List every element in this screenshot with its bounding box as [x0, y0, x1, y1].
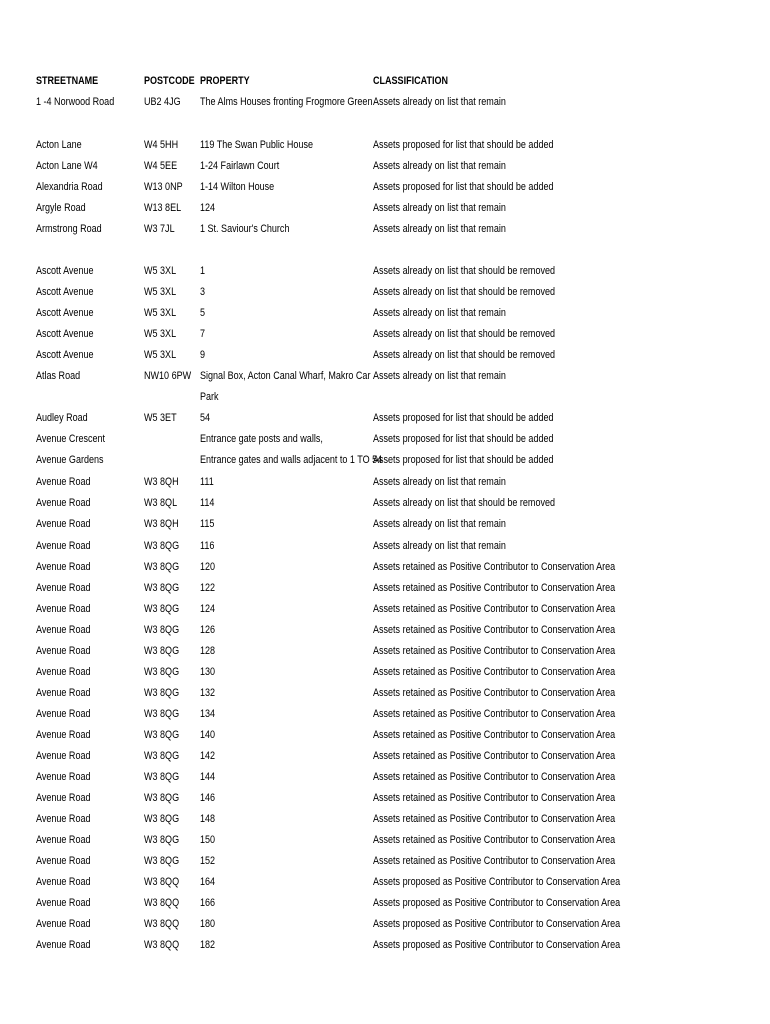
- table-row: [0, 411, 770, 432]
- street-cell: Avenue Road: [36, 540, 91, 552]
- postcode-cell: W3 8QG: [144, 603, 180, 615]
- postcode-cell: W3 8QG: [144, 855, 180, 867]
- property-cell: 54: [200, 412, 211, 424]
- table-row: [0, 602, 770, 623]
- street-cell: Audley Road: [36, 412, 88, 424]
- classification-cell: Assets proposed for list that should be added: [373, 181, 554, 193]
- property-header: PROPERTY: [200, 75, 250, 87]
- postcode-cell: W3 8QG: [144, 771, 180, 783]
- postcode-cell: W3 8QG: [144, 729, 180, 741]
- postcode-header: POSTCODE: [144, 75, 195, 87]
- street-cell: Avenue Road: [36, 876, 91, 888]
- classification-cell: Assets retained as Positive Contributor to Conservation Area: [373, 561, 616, 573]
- property-cell: 1 St. Saviour's Church: [200, 223, 290, 235]
- property-cell: 5: [200, 307, 206, 319]
- classification-cell: Assets proposed for list that should be added: [373, 454, 554, 466]
- table-row: [0, 728, 770, 749]
- postcode-cell: W3 7JL: [144, 223, 175, 235]
- table-row: [0, 285, 770, 306]
- postcode-cell: W5 3XL: [144, 307, 177, 319]
- classification-cell: Assets retained as Positive Contributor to Conservation Area: [373, 624, 616, 636]
- postcode-cell: W13 0NP: [144, 181, 183, 193]
- street-cell: Argyle Road: [36, 202, 86, 214]
- postcode-cell: W3 8QG: [144, 750, 180, 762]
- postcode-cell: NW10 6PW: [144, 370, 192, 382]
- postcode-cell: W3 8QG: [144, 561, 180, 573]
- table-row: [0, 581, 770, 602]
- table-row: [0, 917, 770, 938]
- street-cell: Avenue Road: [36, 729, 91, 741]
- property-cell: 115: [200, 518, 215, 530]
- postcode-cell: W5 3ET: [144, 412, 177, 424]
- postcode-cell: W5 3XL: [144, 328, 177, 340]
- classification-cell: Assets retained as Positive Contributor to Conservation Area: [373, 645, 616, 657]
- table-row: [0, 707, 770, 728]
- postcode-cell: W3 8QG: [144, 666, 180, 678]
- street-cell: Avenue Road: [36, 750, 91, 762]
- table-row: [0, 686, 770, 707]
- street-cell: Avenue Road: [36, 771, 91, 783]
- property-cell: 114: [200, 497, 215, 509]
- property-cell: 119 The Swan Public House: [200, 139, 313, 151]
- classification-cell: Assets retained as Positive Contributor to Conservation Area: [373, 792, 616, 804]
- street-cell: Avenue Road: [36, 918, 91, 930]
- classification-cell: Assets proposed for list that should be added: [373, 433, 554, 445]
- property-cell: 182: [200, 939, 216, 951]
- classification-cell: Assets retained as Positive Contributor to Conservation Area: [373, 855, 616, 867]
- property-cell: 126: [200, 624, 216, 636]
- table-row: [0, 517, 770, 538]
- table-row: [0, 222, 770, 243]
- postcode-cell: W3 8QG: [144, 792, 180, 804]
- postcode-cell: W3 8QQ: [144, 918, 180, 930]
- table-row: [0, 560, 770, 581]
- property-cell: 1: [200, 265, 206, 277]
- classification-cell: Assets retained as Positive Contributor to Conservation Area: [373, 666, 616, 678]
- classification-cell: Assets already on list that should be removed: [373, 349, 556, 361]
- table-row: [0, 432, 770, 453]
- street-cell: Avenue Road: [36, 834, 91, 846]
- street-cell: Ascott Avenue: [36, 307, 94, 319]
- table-row: [0, 159, 770, 180]
- street-cell: Avenue Road: [36, 476, 91, 488]
- postcode-cell: W3 8QG: [144, 540, 180, 552]
- postcode-cell: W3 8QG: [144, 813, 180, 825]
- postcode-cell: W3 8QQ: [144, 897, 180, 909]
- street-cell: Avenue Road: [36, 855, 91, 867]
- postcode-cell: W3 8QG: [144, 708, 180, 720]
- classification-cell: Assets retained as Positive Contributor to Conservation Area: [373, 603, 616, 615]
- street-cell: Avenue Road: [36, 687, 91, 699]
- property-cell: 3: [200, 286, 206, 298]
- street-cell: Atlas Road: [36, 370, 81, 382]
- table-row: [0, 770, 770, 791]
- street-cell: Avenue Road: [36, 582, 91, 594]
- property-cell: 7: [200, 328, 206, 340]
- classification-header: CLASSIFICATION: [373, 75, 449, 87]
- property-cell: 152: [200, 855, 216, 867]
- table-row: [0, 201, 770, 222]
- table-row: [0, 938, 770, 959]
- classification-cell: Assets already on list that should be removed: [373, 328, 556, 340]
- classification-cell: Assets retained as Positive Contributor to Conservation Area: [373, 729, 616, 741]
- street-cell: Alexandria Road: [36, 181, 103, 193]
- street-cell: Ascott Avenue: [36, 265, 94, 277]
- classification-cell: Assets proposed as Positive Contributor to Conservation Area: [373, 897, 621, 909]
- postcode-cell: W3 8QQ: [144, 876, 180, 888]
- postcode-cell: W3 8QH: [144, 476, 179, 488]
- property-cell: 120: [200, 561, 216, 573]
- classification-cell: Assets already on list that remain: [373, 202, 506, 214]
- property-cell: 140: [200, 729, 216, 741]
- table-row: [0, 264, 770, 285]
- table-header: [0, 74, 770, 95]
- table-row: [0, 875, 770, 896]
- postcode-cell: W4 5HH: [144, 139, 179, 151]
- table-row: [0, 791, 770, 812]
- classification-cell: Assets retained as Positive Contributor to Conservation Area: [373, 582, 616, 594]
- street-cell: 1 -4 Norwood Road: [36, 96, 115, 108]
- classification-cell: Assets already on list that should be removed: [373, 497, 556, 509]
- table-row: [0, 327, 770, 348]
- classification-cell: Assets already on list that remain: [373, 518, 506, 530]
- property-cell: 128: [200, 645, 216, 657]
- table-row: [0, 812, 770, 833]
- property-cell: Entrance gates and walls adjacent to 1 TO 54: [200, 454, 383, 466]
- street-cell: Avenue Road: [36, 624, 91, 636]
- classification-cell: Assets retained as Positive Contributor to Conservation Area: [373, 771, 616, 783]
- street-cell: Avenue Road: [36, 666, 91, 678]
- postcode-cell: W3 8QG: [144, 687, 180, 699]
- street-cell: Avenue Road: [36, 708, 91, 720]
- property-cell: 180: [200, 918, 216, 930]
- postcode-cell: W5 3XL: [144, 349, 177, 361]
- street-cell: Ascott Avenue: [36, 349, 94, 361]
- property-cell: 124: [200, 202, 216, 214]
- classification-cell: Assets already on list that remain: [373, 307, 506, 319]
- property-cell: 134: [200, 708, 216, 720]
- postcode-cell: W4 5EE: [144, 160, 178, 172]
- table-row: [0, 644, 770, 665]
- property-cell-continued: Park: [200, 391, 219, 403]
- classification-cell: Assets retained as Positive Contributor to Conservation Area: [373, 813, 616, 825]
- property-cell: 111: [200, 476, 214, 488]
- property-cell: 124: [200, 603, 216, 615]
- table-row: [0, 475, 770, 496]
- classification-cell: Assets already on list that remain: [373, 476, 506, 488]
- classification-cell: Assets retained as Positive Contributor to Conservation Area: [373, 687, 616, 699]
- table-row: [0, 749, 770, 770]
- postcode-cell: W13 8EL: [144, 202, 182, 214]
- table-row: [0, 833, 770, 854]
- classification-cell: Assets retained as Positive Contributor to Conservation Area: [373, 708, 616, 720]
- street-cell: Acton Lane: [36, 139, 82, 151]
- classification-cell: Assets already on list that remain: [373, 223, 506, 235]
- classification-cell: Assets proposed for list that should be added: [373, 412, 554, 424]
- property-cell: 146: [200, 792, 216, 804]
- table-row: [0, 896, 770, 917]
- street-cell: Avenue Road: [36, 813, 91, 825]
- street-cell: Armstrong Road: [36, 223, 102, 235]
- classification-cell: Assets retained as Positive Contributor to Conservation Area: [373, 750, 616, 762]
- property-cell: The Alms Houses fronting Frogmore Green: [200, 96, 373, 108]
- property-cell: 164: [200, 876, 216, 888]
- table-row: [0, 306, 770, 327]
- postcode-cell: W5 3XL: [144, 286, 177, 298]
- property-cell: 144: [200, 771, 216, 783]
- postcode-cell: W3 8QH: [144, 518, 179, 530]
- classification-cell: Assets already on list that remain: [373, 160, 506, 172]
- classification-cell: Assets already on list that should be removed: [373, 286, 556, 298]
- property-cell: 1-14 Wilton House: [200, 181, 275, 193]
- street-cell: Avenue Gardens: [36, 454, 104, 466]
- street-cell: Avenue Road: [36, 518, 91, 530]
- classification-cell: Assets retained as Positive Contributor to Conservation Area: [373, 834, 616, 846]
- street-cell: Avenue Road: [36, 645, 91, 657]
- postcode-cell: W3 8QQ: [144, 939, 180, 951]
- property-cell: 9: [200, 349, 206, 361]
- property-cell: 122: [200, 582, 216, 594]
- property-cell: 166: [200, 897, 216, 909]
- street-cell: Avenue Crescent: [36, 433, 106, 445]
- street-cell: Ascott Avenue: [36, 286, 94, 298]
- table-row: [0, 369, 770, 403]
- street-cell: Avenue Road: [36, 561, 91, 573]
- table-row: [0, 665, 770, 686]
- table-row: [0, 348, 770, 369]
- property-cell: 130: [200, 666, 216, 678]
- postcode-cell: W3 8QG: [144, 624, 180, 636]
- property-cell: Signal Box, Acton Canal Wharf, Makro Car: [200, 370, 371, 382]
- classification-cell: Assets proposed as Positive Contributor to Conservation Area: [373, 876, 621, 888]
- street-cell: Acton Lane W4: [36, 160, 98, 172]
- classification-cell: Assets already on list that remain: [373, 96, 506, 108]
- classification-cell: Assets already on list that remain: [373, 540, 506, 552]
- street-cell: Avenue Road: [36, 897, 91, 909]
- property-cell: 148: [200, 813, 216, 825]
- table-row: [0, 138, 770, 159]
- streetname-header: STREETNAME: [36, 75, 99, 87]
- street-cell: Avenue Road: [36, 792, 91, 804]
- table-row: [0, 539, 770, 560]
- classification-cell: Assets already on list that remain: [373, 370, 506, 382]
- classification-cell: Assets proposed for list that should be added: [373, 139, 554, 151]
- property-cell: 116: [200, 540, 215, 552]
- property-cell: 150: [200, 834, 216, 846]
- classification-cell: Assets proposed as Positive Contributor to Conservation Area: [373, 939, 621, 951]
- postcode-cell: W5 3XL: [144, 265, 177, 277]
- street-cell: Avenue Road: [36, 497, 91, 509]
- table-row: [0, 453, 770, 474]
- classification-cell: Assets proposed as Positive Contributor to Conservation Area: [373, 918, 621, 930]
- table-row: [0, 95, 770, 116]
- street-cell: Avenue Road: [36, 939, 91, 951]
- table-row: [0, 623, 770, 644]
- property-cell: 1-24 Fairlawn Court: [200, 160, 280, 172]
- table-row: [0, 180, 770, 201]
- street-cell: Avenue Road: [36, 603, 91, 615]
- table-row: [0, 854, 770, 875]
- property-cell: 142: [200, 750, 216, 762]
- classification-cell: Assets already on list that should be removed: [373, 265, 556, 277]
- street-cell: Ascott Avenue: [36, 328, 94, 340]
- property-cell: 132: [200, 687, 216, 699]
- table-row: [0, 496, 770, 517]
- postcode-cell: W3 8QG: [144, 582, 180, 594]
- postcode-cell: W3 8QL: [144, 497, 178, 509]
- postcode-cell: W3 8QG: [144, 834, 180, 846]
- postcode-cell: UB2 4JG: [144, 96, 181, 108]
- property-cell: Entrance gate posts and walls,: [200, 433, 323, 445]
- postcode-cell: W3 8QG: [144, 645, 180, 657]
